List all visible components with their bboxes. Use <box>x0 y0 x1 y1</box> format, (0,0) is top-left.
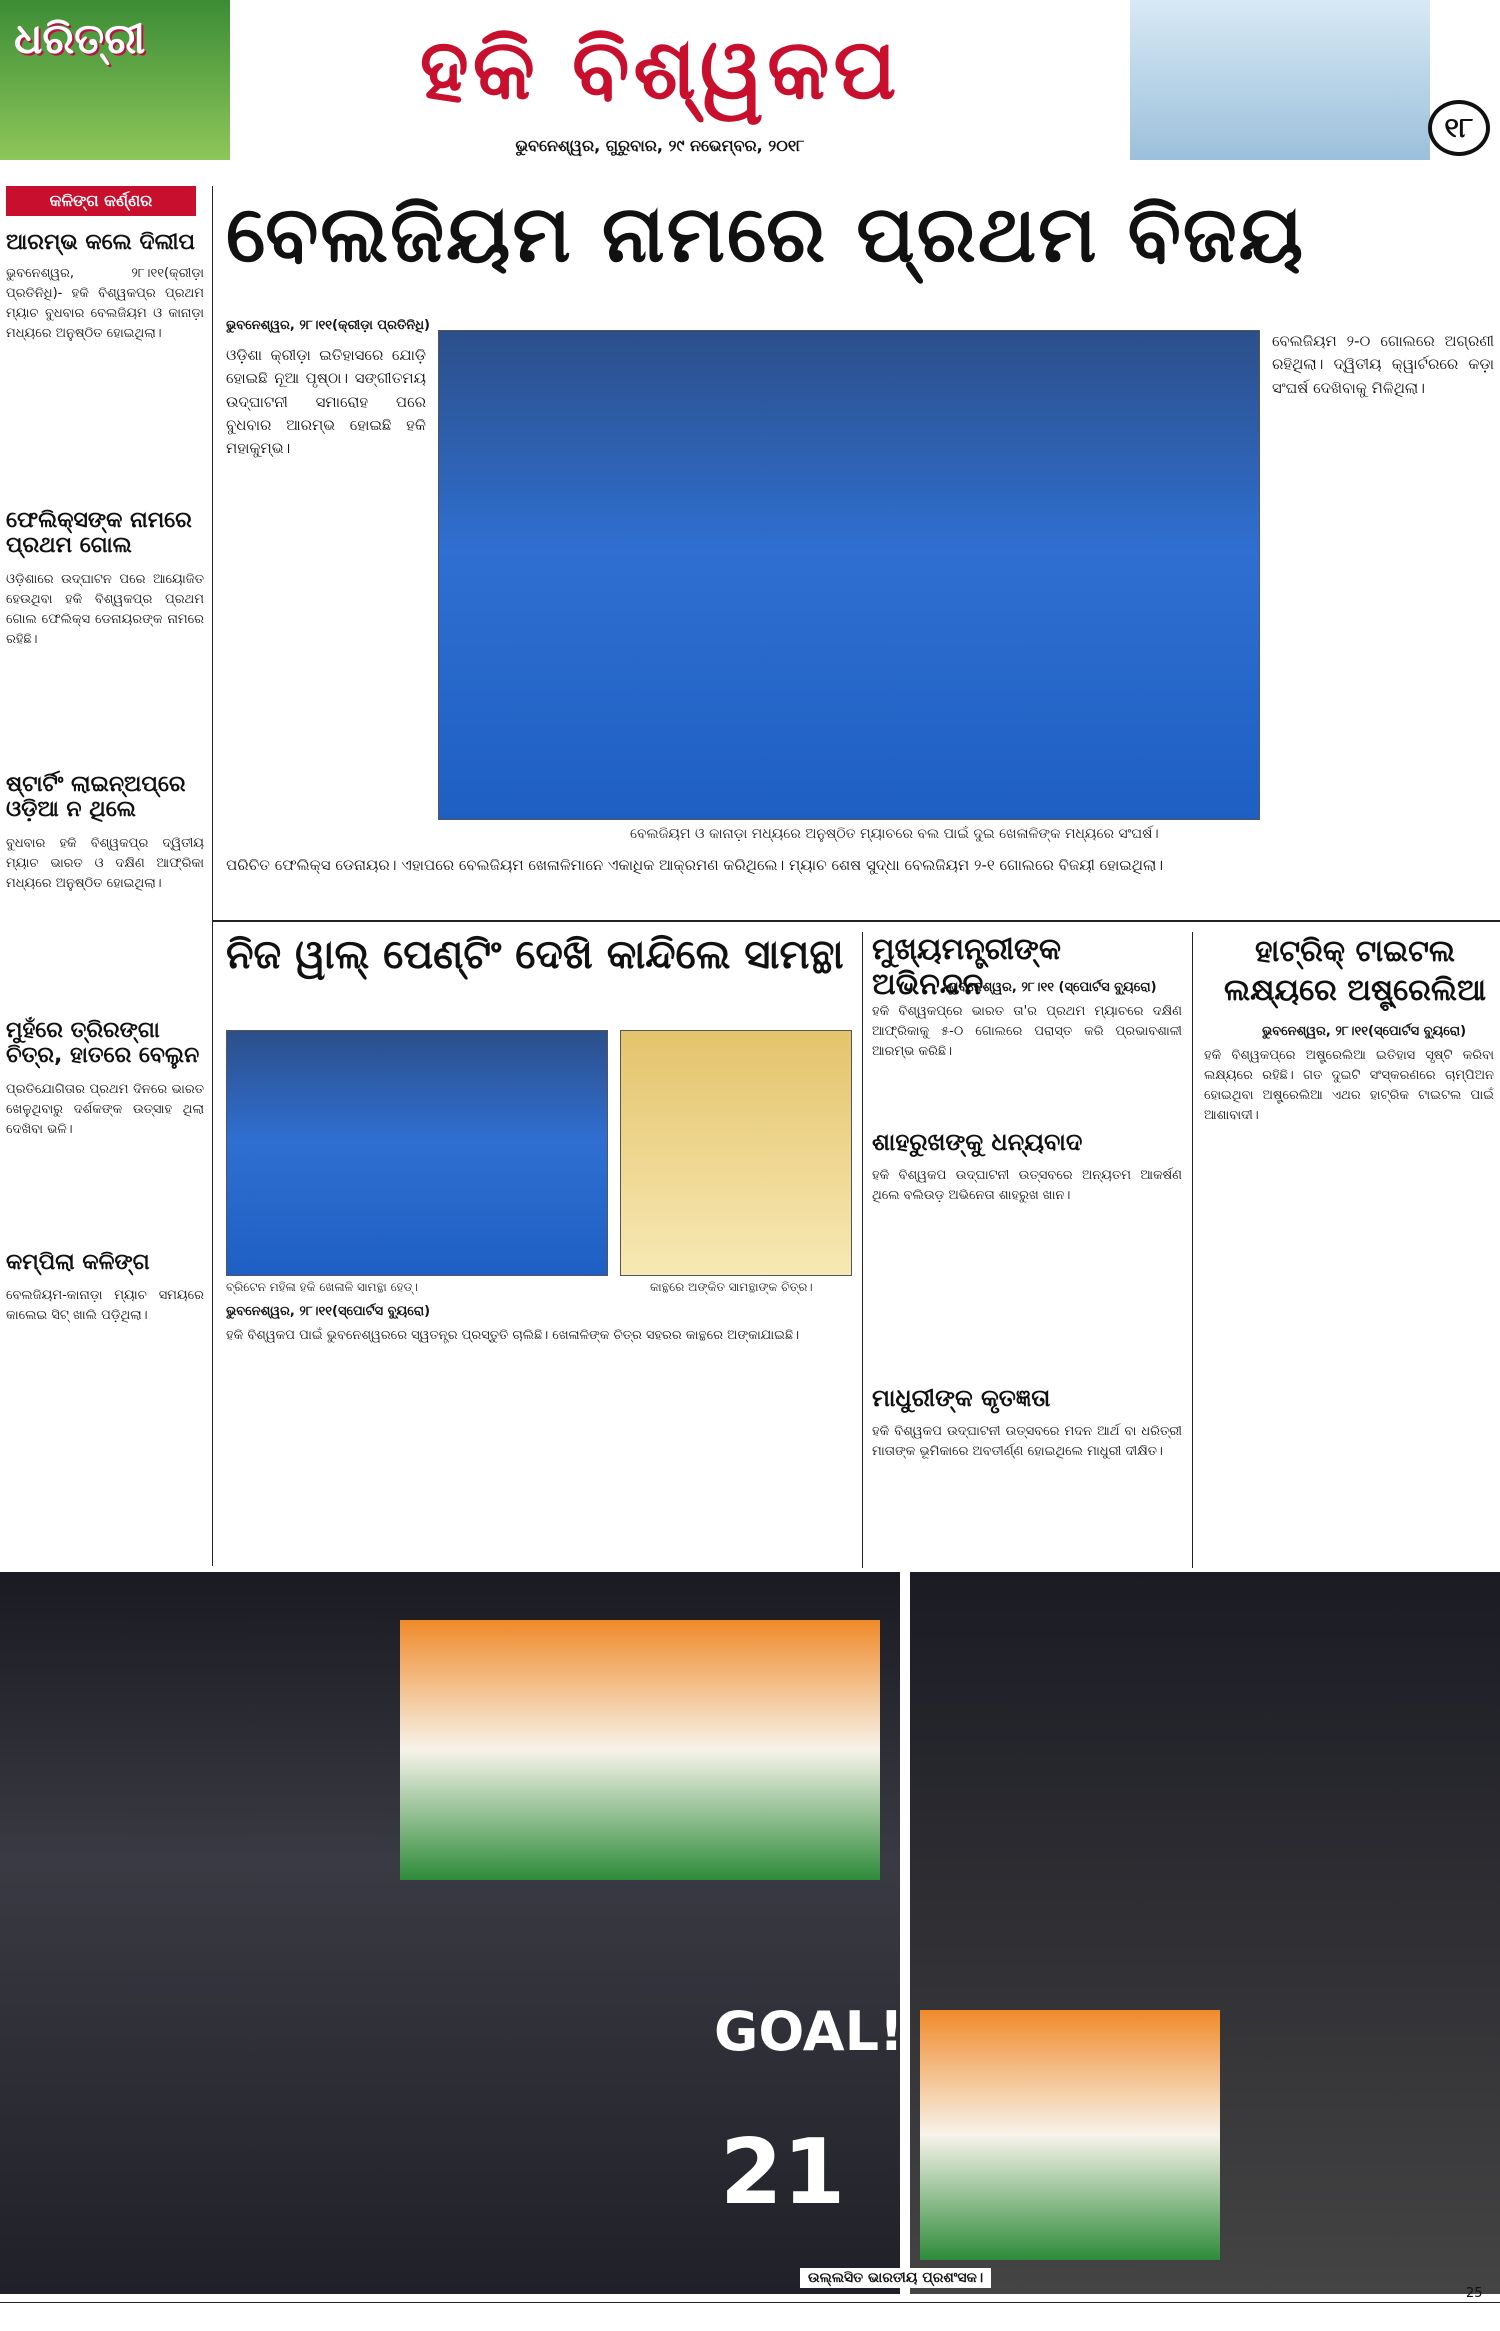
story3-sub1-text: ହକି ବିଶ୍ୱକପ ଉଦ୍‌ଘାଟନୀ ଉତ୍ସବରେ ଅନ୍ୟତମ ଆକର୍ଷଣ ଥିଲେ ବଲିଉଡ଼ ଅଭିନେତା ଶାହରୁଖ ଖାନ। <box>872 1168 1182 1204</box>
story3-text: ହକି ବିଶ୍ୱକପ୍‌ରେ ଭାରତ ତା'ର ପ୍ରଥମ ମ୍ୟାଚରେ ଦକ୍ଷିଣ ଆଫ୍ରିକାକୁ ୫-୦ ଗୋଲରେ ପରାସ୍ତ କରି ପ୍ରଭାବଶାଳୀ ଆରମ୍ଭ କରିଛି। <box>872 1004 1182 1060</box>
masthead-title: ହକି ବିଶ୍ୱକପ <box>419 20 901 118</box>
lead-column-1: ଓଡ଼ିଶା କ୍ରୀଡ଼ା ଇତିହାସରେ ଯୋଡ଼ି ହୋଇଛି ନୂଆ ପୃଷ୍ଠା। ସଙ୍ଗୀତମୟ ଉଦ୍‌ଘାଟନୀ ସମାରୋହ ପରେ ବୁଧବାର ଆରମ୍ଭ ହୋଇଛି ହକି ମହାକୁମ୍ଭ। <box>226 346 426 457</box>
story3-sub2-text: ହକି ବିଶ୍ୱକପ ଉଦ୍‌ଘାଟନୀ ଉତ୍ସବରେ ମଦନ ଆର୍ଥ ବା ଧରିତ୍ରୀ ମାତାଙ୍କ ଭୂମିକାରେ ଅବତୀର୍ଣ୍ଣ ହୋଇଥିଲେ ମାଧୁରୀ ଦୀକ୍ଷିତ। <box>872 1424 1182 1460</box>
sidebar-heading-3: ଷ୍ଟାର୍ଟିଂ ଲାଇନ୍‌ଅପ୍‌ରେ ଓଡ଼ିଆ ନ ଥିଲେ <box>6 772 186 822</box>
story3-subheading-2: ମାଧୁରୀଙ୍କ କୃତଜ୍ଞତା <box>872 1384 1051 1412</box>
sidebar-heading-4: ମୁହଁରେ ତ୍ରିରଙ୍ଗା ଚିତ୍ର, ହାତରେ ବେଲୁନ <box>6 1018 200 1068</box>
masthead <box>0 0 1500 170</box>
story4-byline: ଭୁବନେଶ୍ୱର, ୨୮।୧୧(ସ୍ପୋର୍ଟସ ବ୍ୟୁରୋ) <box>1262 1024 1467 1039</box>
footer-rule <box>0 2302 1500 2303</box>
story2-photo-2 <box>620 1030 852 1276</box>
story2-caption-2: କାନ୍ଥରେ ଅଙ୍କିତ ସାମନ୍ଥାଙ୍କ ଚିତ୍ର। <box>650 1280 813 1294</box>
lead-photo <box>438 330 1260 820</box>
story3-byline: ଭୁବନେଶ୍ୱର, ୨୮।୧୧ (ସ୍ପୋର୍ଟସ ବ୍ୟୁରୋ) <box>948 980 1157 995</box>
lead-headline: ବେଲଜିୟମ ନାମରେ ପ୍ରଥମ ବିଜୟ <box>226 190 1306 280</box>
bottom-photo-caption: ଉଲ୍ଲସିତ ଭାରତୀୟ ପ୍ରଶଂସକ। <box>800 2268 991 2288</box>
number-sign: 21 <box>720 2120 846 2225</box>
story2-caption-1: ବ୍ରିଟେନ ମହିଳା ହକି ଖେଳାଳି ସାମନ୍ଥା ହେଡ୍। <box>226 1280 418 1294</box>
sidebar-text-1: ଭୁବନେଶ୍ୱର, ୨୮।୧୧(କ୍ରୀଡ଼ା ପ୍ରତିନିଧି)- ହକି ବିଶ୍ୱକପ୍‌ର ପ୍ରଥମ ମ୍ୟାଚ ବୁଧବାର ବେଲଜିୟମ ଓ କାନାଡ଼ା ମଧ୍ୟରେ ଅନୁଷ୍ଠିତ ହୋଇଥିଲା। <box>6 266 204 342</box>
mascot-photo <box>1130 0 1430 160</box>
story2-text: ହକି ବିଶ୍ୱକପ ପାଇଁ ଭୁବନେଶ୍ୱରରେ ସ୍ୱତନ୍ତ୍ର ପ୍ରସ୍ତୁତି ଚାଲିଛି। ଖେଳାଳିଙ୍କ ଚିତ୍ର ସହରର କାନ୍ଥରେ ଅଙ୍କାଯାଇଛି। <box>226 1328 800 1343</box>
story4-headline: ହାଟ୍ରିକ୍ ଟାଇଟଲ ଲକ୍ଷ୍ୟରେ ଅଷ୍ଟ୍ରେଲିଆ <box>1223 934 1487 1008</box>
sidebar-text-5: ବେଲଜିୟମ-କାନାଡ଼ା ମ୍ୟାଚ ସମୟରେ କାଲେଇ ସିଟ୍ ଖାଲି ପଡ଼ିଥିଲା। <box>6 1288 204 1324</box>
sidebar-heading-1: ଆରମ୍ଭ କଲେ ଦିଲୀପ <box>6 230 196 255</box>
masthead-logo: ଧରିତ୍ରୀ <box>14 14 146 63</box>
story4-text: ହକି ବିଶ୍ୱକପ୍‌ରେ ଅଷ୍ଟ୍ରେଲିଆ ଇତିହାସ ସୃଷ୍ଟି କରିବା ଲକ୍ଷ୍ୟରେ ରହିଛି। ଗତ ଦୁଇଟି ସଂସ୍କରଣରେ ଚାମ୍ପିଅନ ହୋଇଥିବା ଅଷ୍ଟ୍ରେଲିଆ ଏଥର ହାଟ୍ରିକ ଟାଇଟଲ ପାଇଁ ଆଶାବାଦୀ। <box>1204 1048 1494 1124</box>
indian-flag-right <box>920 2010 1220 2260</box>
story2-headline: ନିଜ ୱାଲ୍ ପେଣ୍ଟିଂ ଦେଖି କାନ୍ଦିଲେ ସାମନ୍ଥା <box>226 932 844 978</box>
page-number: 25 <box>1466 2286 1483 2301</box>
lead-bottom-text: ପରିଚିତ ଫେଲିକ୍ସ ଡେନାୟର। ଏହାପରେ ବେଲଜିୟମ ଖେଳାଳିମାନେ ଏକାଧିକ ଆକ୍ରମଣ କରିଥିଲେ। ମ୍ୟାଚ ଶେଷ ସୁଦ୍ଧା ବେଲଜିୟମ ୨-୧ ଗୋଲରେ ବିଜୟୀ ହୋଇଥିଲା। <box>226 856 1164 874</box>
sidebar-heading-5: କମ୍ପିଲା କଳିଙ୍ଗ <box>6 1250 150 1275</box>
sidebar-tag: କଳିଙ୍ଗ କର୍ଣ୍ଣର <box>6 186 196 216</box>
story3-subheading-1: ଶାହରୁଖଙ୍କୁ ଧନ୍ୟବାଦ <box>872 1128 1083 1156</box>
story2-divider <box>862 932 863 1568</box>
dateline: ଭୁବନେଶ୍ୱର, ଗୁରୁବାର, ୨୯ ନଭେମ୍ବର, ୨୦୧୮ <box>515 136 805 155</box>
sidebar-text-4: ପ୍ରତିଯୋଗିତାର ପ୍ରଥମ ଦିନରେ ଭାରତ ଖେଳୁଥିବାରୁ ଦର୍ଶକଙ୍କ ଉତ୍ସାହ ଥିଲା ଦେଖିବା ଭଳି। <box>6 1082 204 1138</box>
sidebar-text-3: ବୁଧବାର ହକି ବିଶ୍ୱକପ୍‌ର ଦ୍ୱିତୀୟ ମ୍ୟାଚ ଭାରତ ଓ ଦକ୍ଷିଣ ଆଫ୍ରିକା ମଧ୍ୟରେ ଅନୁଷ୍ଠିତ ହୋଇଥିଲା। <box>6 836 204 892</box>
story3-divider <box>1192 932 1193 1568</box>
lead-divider <box>212 920 1500 922</box>
sidebar-text-2: ଓଡ଼ିଶାରେ ଉଦ୍‌ଘାଟନ ପରେ ଆୟୋଜିତ ହେଉଥିବା ହକି ବିଶ୍ୱକପ୍‌ର ପ୍ରଥମ ଗୋଲ ଫେଲିକ୍ସ ଡେନାୟରଙ୍କ ନାମରେ ରହିଛି। <box>6 572 204 648</box>
sidebar-heading-2: ଫେଲିକ୍ସଙ୍କ ନାମରେ ପ୍ରଥମ ଗୋଲ <box>6 508 192 558</box>
indian-flag-left <box>400 1620 880 1880</box>
goal-sign: GOAL! <box>714 2000 904 2063</box>
sidebar-divider <box>212 186 213 1566</box>
lead-photo-caption: ବେଲଜିୟମ ଓ କାନାଡ଼ା ମଧ୍ୟରେ ଅନୁଷ୍ଠିତ ମ୍ୟାଚରେ ବଲ ପାଇଁ ଦୁଇ ଖେଳାଳିଙ୍କ ମଧ୍ୟରେ ସଂଘର୍ଷ। <box>630 826 1159 842</box>
story2-photo-1 <box>226 1030 608 1276</box>
sidebar <box>6 186 206 1566</box>
lead-column-3: ବେଲଜିୟମ ୨-୦ ଗୋଲରେ ଅଗ୍ରଣୀ ରହିଥିଲା। ଦ୍ୱିତୀୟ କ୍ୱାର୍ଟରରେ କଡ଼ା ସଂଘର୍ଷ ଦେଖିବାକୁ ମିଳିଥିଲା। <box>1272 332 1494 397</box>
story2-byline: ଭୁବନେଶ୍ୱର, ୨୮।୧୧(ସ୍ପୋର୍ଟସ ବ୍ୟୁରୋ) <box>226 1304 431 1319</box>
story3-headline: ମୁଖ୍ୟମନ୍ତ୍ରୀଙ୍କ ଅଭିନନ୍ଦନ <box>872 932 1062 1002</box>
page-badge: ୧୮ <box>1428 100 1490 156</box>
lead-byline: ଭୁବନେଶ୍ୱର, ୨୮।୧୧(କ୍ରୀଡ଼ା ପ୍ରତିନିଧି) <box>226 318 430 333</box>
